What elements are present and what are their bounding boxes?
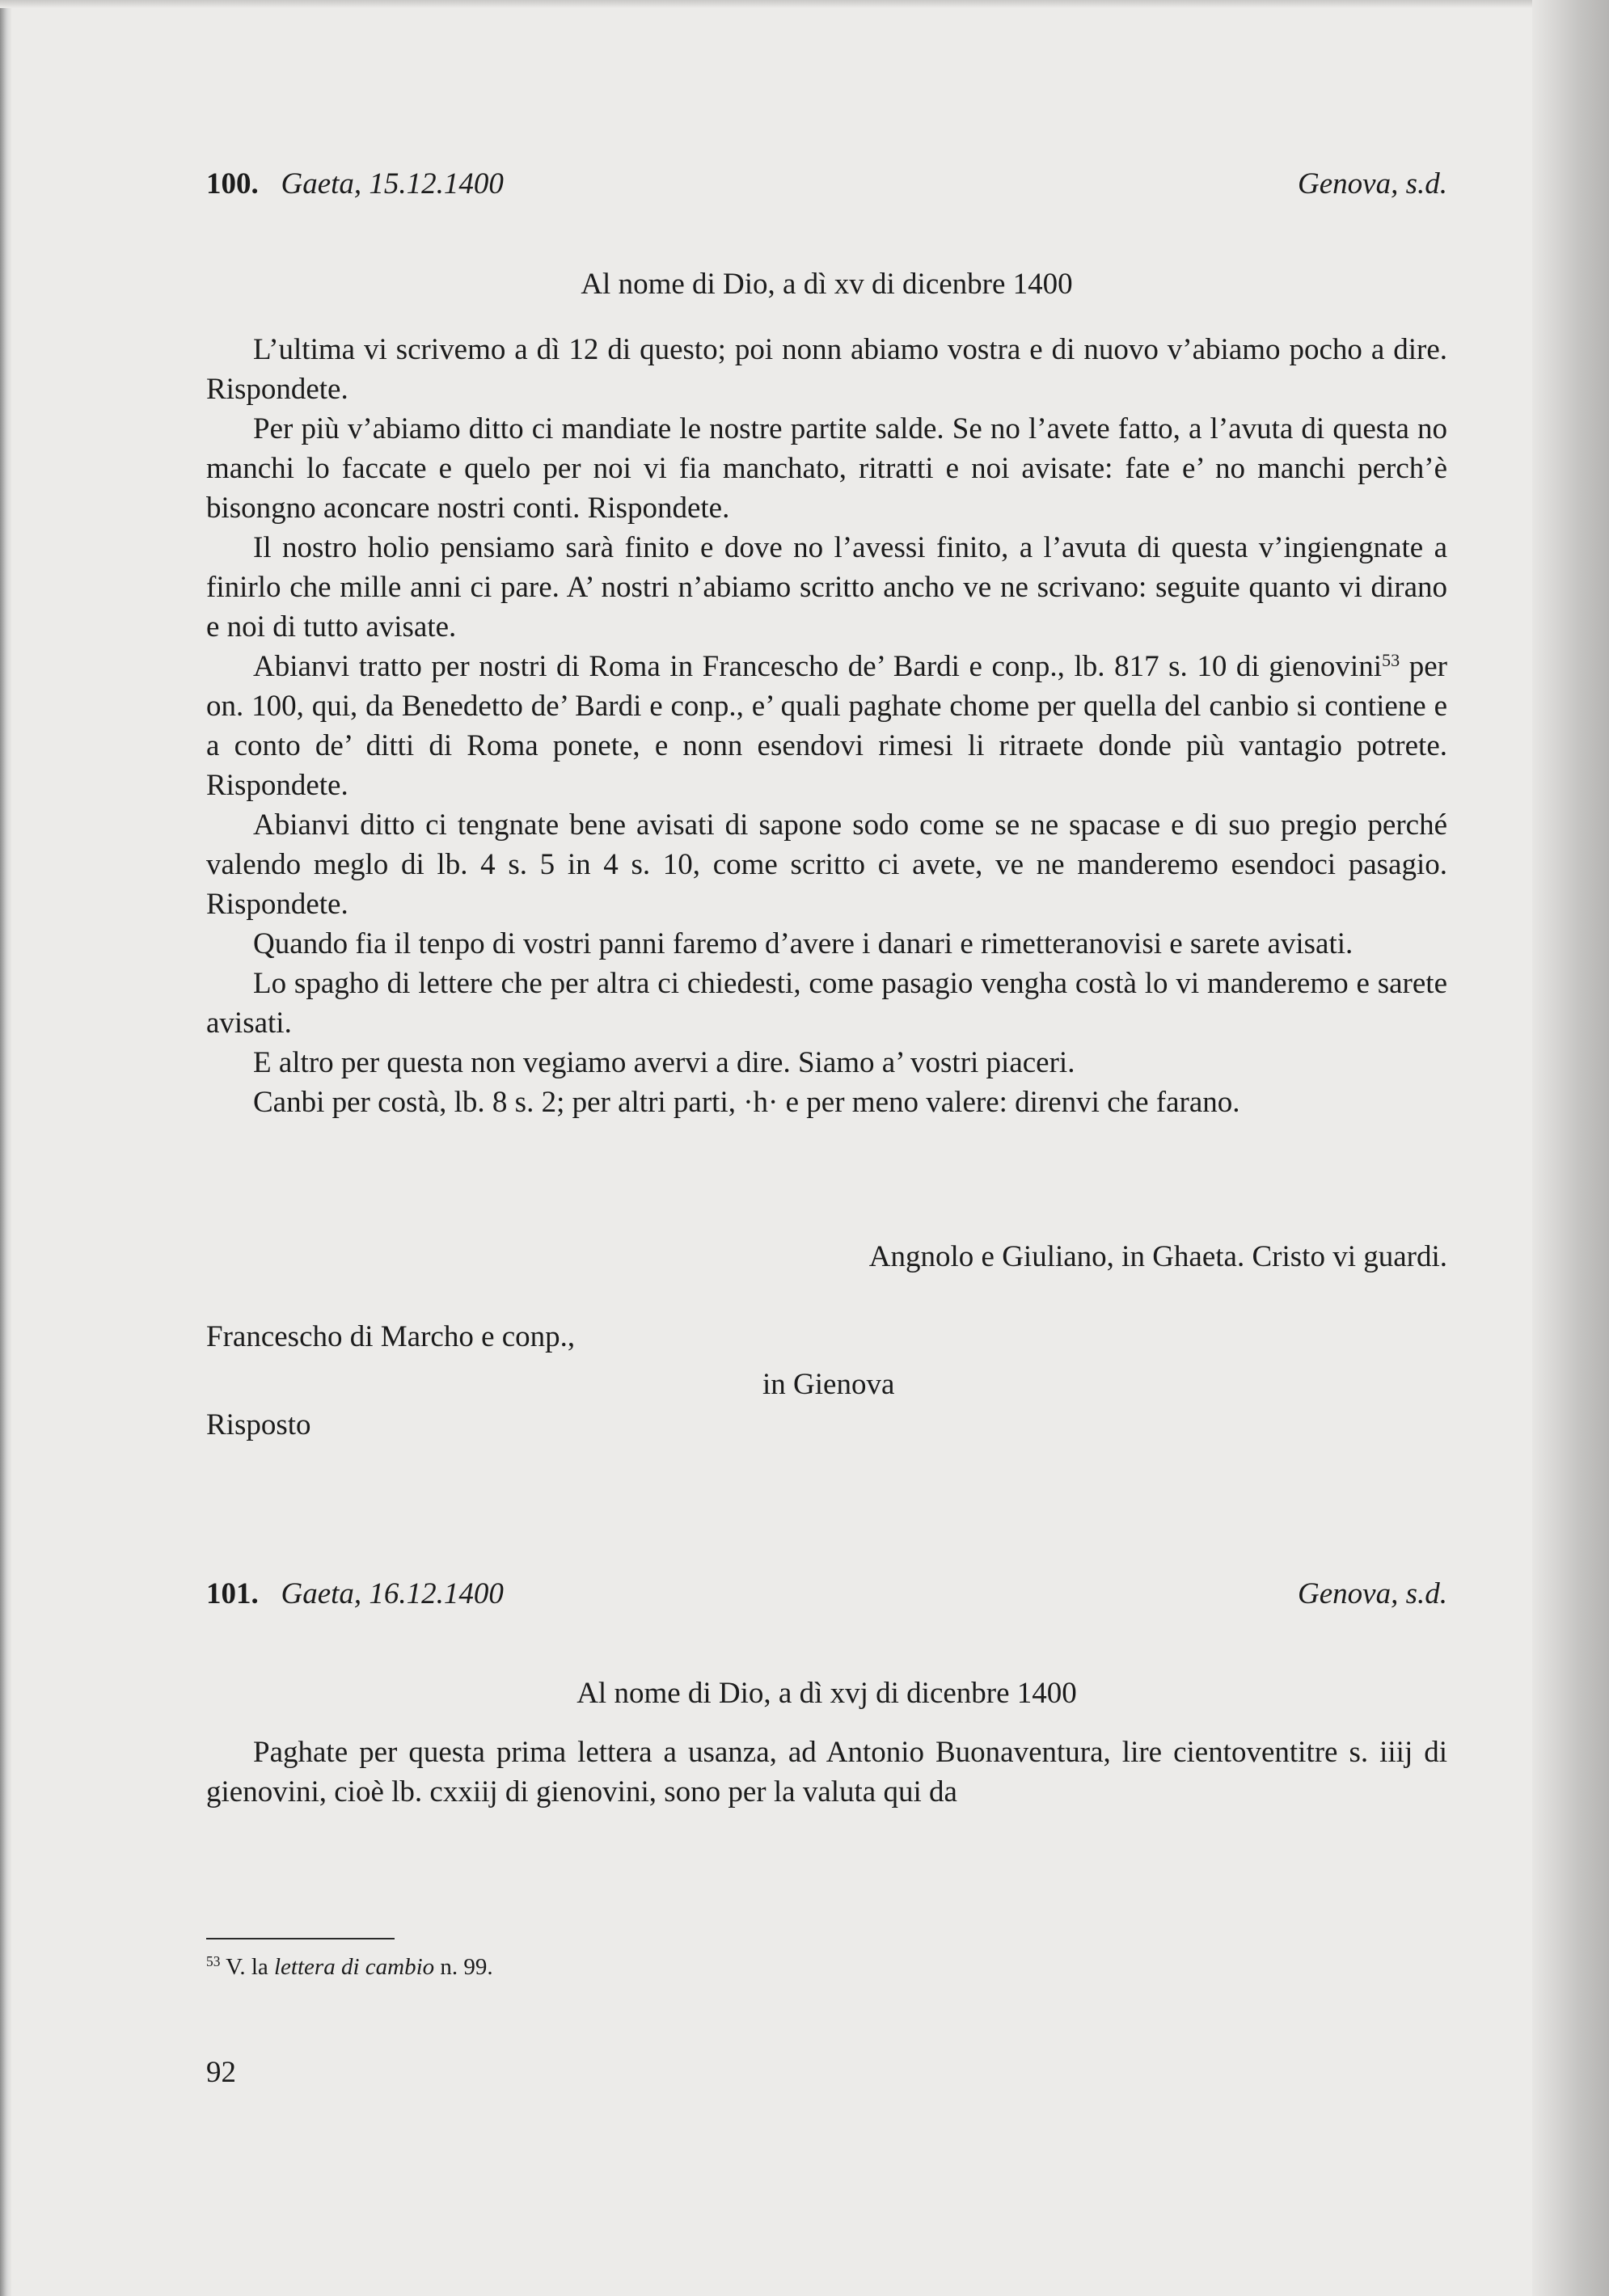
entry-100-paragraph-4 <box>206 647 1447 805</box>
footnote-text-after: n. 99. <box>434 1954 493 1980</box>
entry-100-addressee: Francescho di Marcho e conp., <box>206 1320 576 1353</box>
entry-100-signature: Angnolo e Giuliano, in Ghaeta. Cristo vi guardi. <box>868 1240 1447 1273</box>
entry-100-paragraph-5: Abianvi ditto ci tengnate bene avisati di sapone sodo come se ne spacase e di suo pregio perché valendo meglo di lb. 4 s. 5 in 4 s. 10, come scritto ci avete, ve ne manderemo esendoci pasagio. Rispondete. <box>206 808 1447 921</box>
entry-100-paragraph-2: Per più v’abiamo ditto ci mandiate le nostre partite salde. Se no l’avete fatto, a l’avuta di questa no manchi lo faccate e quelo per noi vi fia manchato, ritratti e noi avisate: fate e’ no manchi perch’è bisongno aconcare nostri conti. Rispondete. <box>206 412 1447 525</box>
entry-100-salutation: Al nome di Dio, a dì xv di dicenbre 1400 <box>581 268 1073 301</box>
page-edge-top <box>0 0 1609 8</box>
entry-101-paragraph-1: Paghate per questa prima lettera a usanza, ad Antonio Buonaventura, lire cientoventitre s. iiij di gienovini, cioè lb. cxxiij di gienovini, sono per la valuta qui da <box>206 1736 1447 1809</box>
page-edge-left <box>0 0 11 2296</box>
entry-100-paragraph-4-start: Abianvi tratto per nostri di Roma in Francescho de’ Bardi e conp., lb. 817 s. 10 di gienovini <box>253 650 1382 683</box>
entry-101-header <box>206 1576 1447 1611</box>
entry-100-origin: Gaeta, 15.12.1400 <box>281 167 504 200</box>
footnote-number: 53 <box>206 1953 221 1970</box>
entry-100-paragraph-6: Quando fia il tenpo di vostri panni faremo d’avere i danari e rimetteranovisi e sarete avisati. <box>253 927 1354 960</box>
entry-100-paragraph-9: Canbi per costà, lb. 8 s. 2; per altri parti, ·h· e per meno valere: direnvi che farano. <box>253 1086 1240 1119</box>
entry-101-destination: Genova, s.d. <box>1298 1577 1447 1610</box>
entry-100-paragraph-3: Il nostro holio pensiamo sarà finito e dove no l’avessi finito, a l’avuta di questa v’ingiengnate a finirlo che mille anni ci pare. A’ nostri n’abiamo scritto ancho ve ne scrivano: seguite quanto vi dirano e noi di tutto avisate. <box>206 531 1447 644</box>
page-edge-right <box>1532 0 1609 2296</box>
footnote-reference: 53 <box>1382 649 1400 670</box>
footnote-rule <box>206 1938 395 1939</box>
entry-100-left <box>206 167 504 201</box>
entry-101-origin: Gaeta, 16.12.1400 <box>281 1577 504 1610</box>
entry-101-body <box>206 1733 1447 1812</box>
entry-100-address-place: in Gienova <box>762 1368 895 1401</box>
page-number: 92 <box>206 2056 236 2089</box>
entry-100-body <box>206 330 1447 1122</box>
entry-101-salutation: Al nome di Dio, a dì xvj di dicenbre 1400 <box>576 1677 1077 1710</box>
entry-100-paragraph-7: Lo spagho di lettere che per altra ci chiedesti, come pasagio vengha costà lo vi manderemo e sarete avisati. <box>206 967 1447 1040</box>
entry-100-paragraph-1: L’ultima vi scrivemo a dì 12 di questo; poi nonn abiamo vostra e di nuovo v’abiamo pocho a dire. Rispondete. <box>206 333 1447 406</box>
entry-100-paragraph-4-end: per on. 100, qui, da Benedetto de’ Bardi e conp., e’ quali paghate chome per quella del canbio si contiene e a conto de’ ditti di Roma ponete, e nonn esendovi rimesi li ritraete donde più vantagio potrete. Rispondete. <box>206 650 1447 802</box>
entry-100-paragraph-8: E altro per questa non vegiamo avervi a dire. Siamo a’ vostri piaceri. <box>253 1046 1075 1079</box>
entry-101-left <box>206 1576 504 1611</box>
footnote-53 <box>206 1954 493 1981</box>
entry-100-endorsement: Risposto <box>206 1408 311 1441</box>
entry-100-number: 100. <box>206 167 259 200</box>
footnote-text-italic: lettera di cambio <box>274 1954 435 1980</box>
footnote-text-before: V. la <box>220 1954 274 1980</box>
entry-101-number: 101. <box>206 1577 259 1610</box>
entry-100-header <box>206 167 1447 201</box>
entry-100-destination: Genova, s.d. <box>1298 167 1447 200</box>
